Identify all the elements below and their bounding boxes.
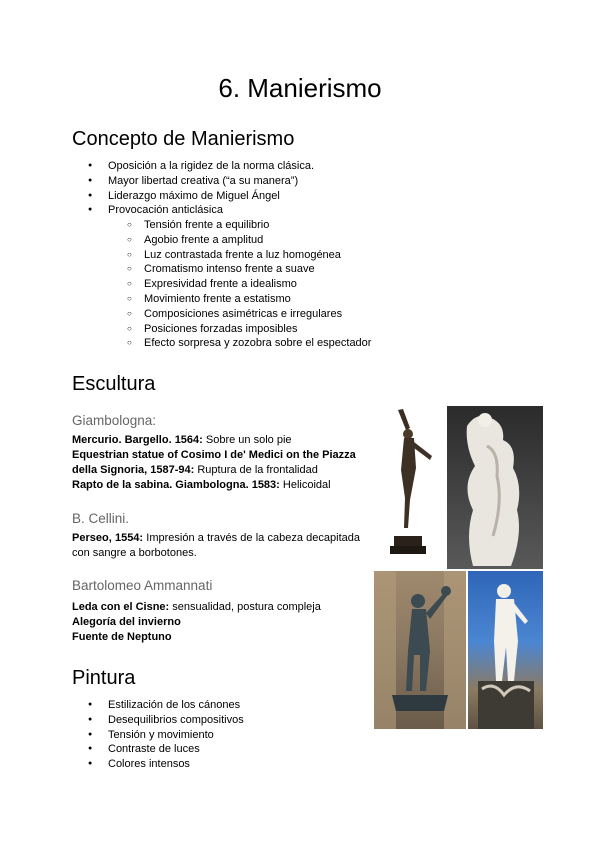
page-title: 6. Manierismo [218,73,382,103]
list-item: ● Tensión y movimiento [72,728,372,743]
list-item: ○ Efecto sorpresa y zozobra sobre el espectador [72,336,452,351]
list-item: ● Oposición a la rigidez de la norma clásica. [72,159,412,174]
ammannati-text: Leda con el Cisne: sensualidad, postura compleja Alegoría del invierno Fuente de Neptuno [72,601,321,643]
concepto-heading: Concepto de Manierismo [72,128,295,150]
list-item: ○ Expresividad frente a idealismo [72,277,452,292]
list-item: ○ Cromatismo intenso frente a suave [72,262,452,277]
escultura-heading: Escultura [72,373,156,395]
cellini-text: Perseo, 1554: Impresión a través de la cabeza decapitada con sangre a borbotones. [72,532,360,559]
list-item: ○ Luz contrastada frente a luz homogénea [72,248,452,263]
list-item: ○ Movimiento frente a estatismo [72,292,452,307]
giambologna-heading: Giambologna: [72,413,157,428]
pintura-list [72,698,372,772]
concepto-sublist [72,218,452,351]
list-item: ● Contraste de luces [72,742,372,757]
rapto-sabina-photo [447,406,543,569]
perseo-photo [374,571,466,729]
mercurio-photo [370,408,444,563]
list-item: ○ Composiciones asimétricas e irregulares [72,307,452,322]
ammannati-heading: Bartolomeo Ammannati [72,578,213,593]
list-item: ● Colores intensos [72,757,372,772]
concepto-list [72,159,412,218]
neptuno-photo [468,571,543,729]
list-item: ● Mayor libertad creativa (“a su manera”) [72,174,412,189]
cellini-heading: B. Cellini. [72,511,130,526]
list-item: ○ Tensión frente a equilibrio [72,218,452,233]
list-item: ○ Agobio frente a amplitud [72,233,452,248]
pintura-heading: Pintura [72,667,136,689]
list-item: ● Provocación anticlásica [72,203,412,218]
list-item: ● Estilización de los cánones [72,698,372,713]
list-item: ○ Posiciones forzadas imposibles [72,322,452,337]
list-item: ● Desequilibrios compositivos [72,713,372,728]
list-item: ● Liderazgo máximo de Miguel Ángel [72,189,412,204]
giambologna-text: Mercurio. Bargello. 1564: Sobre un solo pie Equestrian statue of Cosimo I de' Medici on the Piazza della Signoria, 1587-94: Ruptura de la frontalidad Rapto de la sabina. Giambologna. 1583: Helicoidal [72,434,356,491]
